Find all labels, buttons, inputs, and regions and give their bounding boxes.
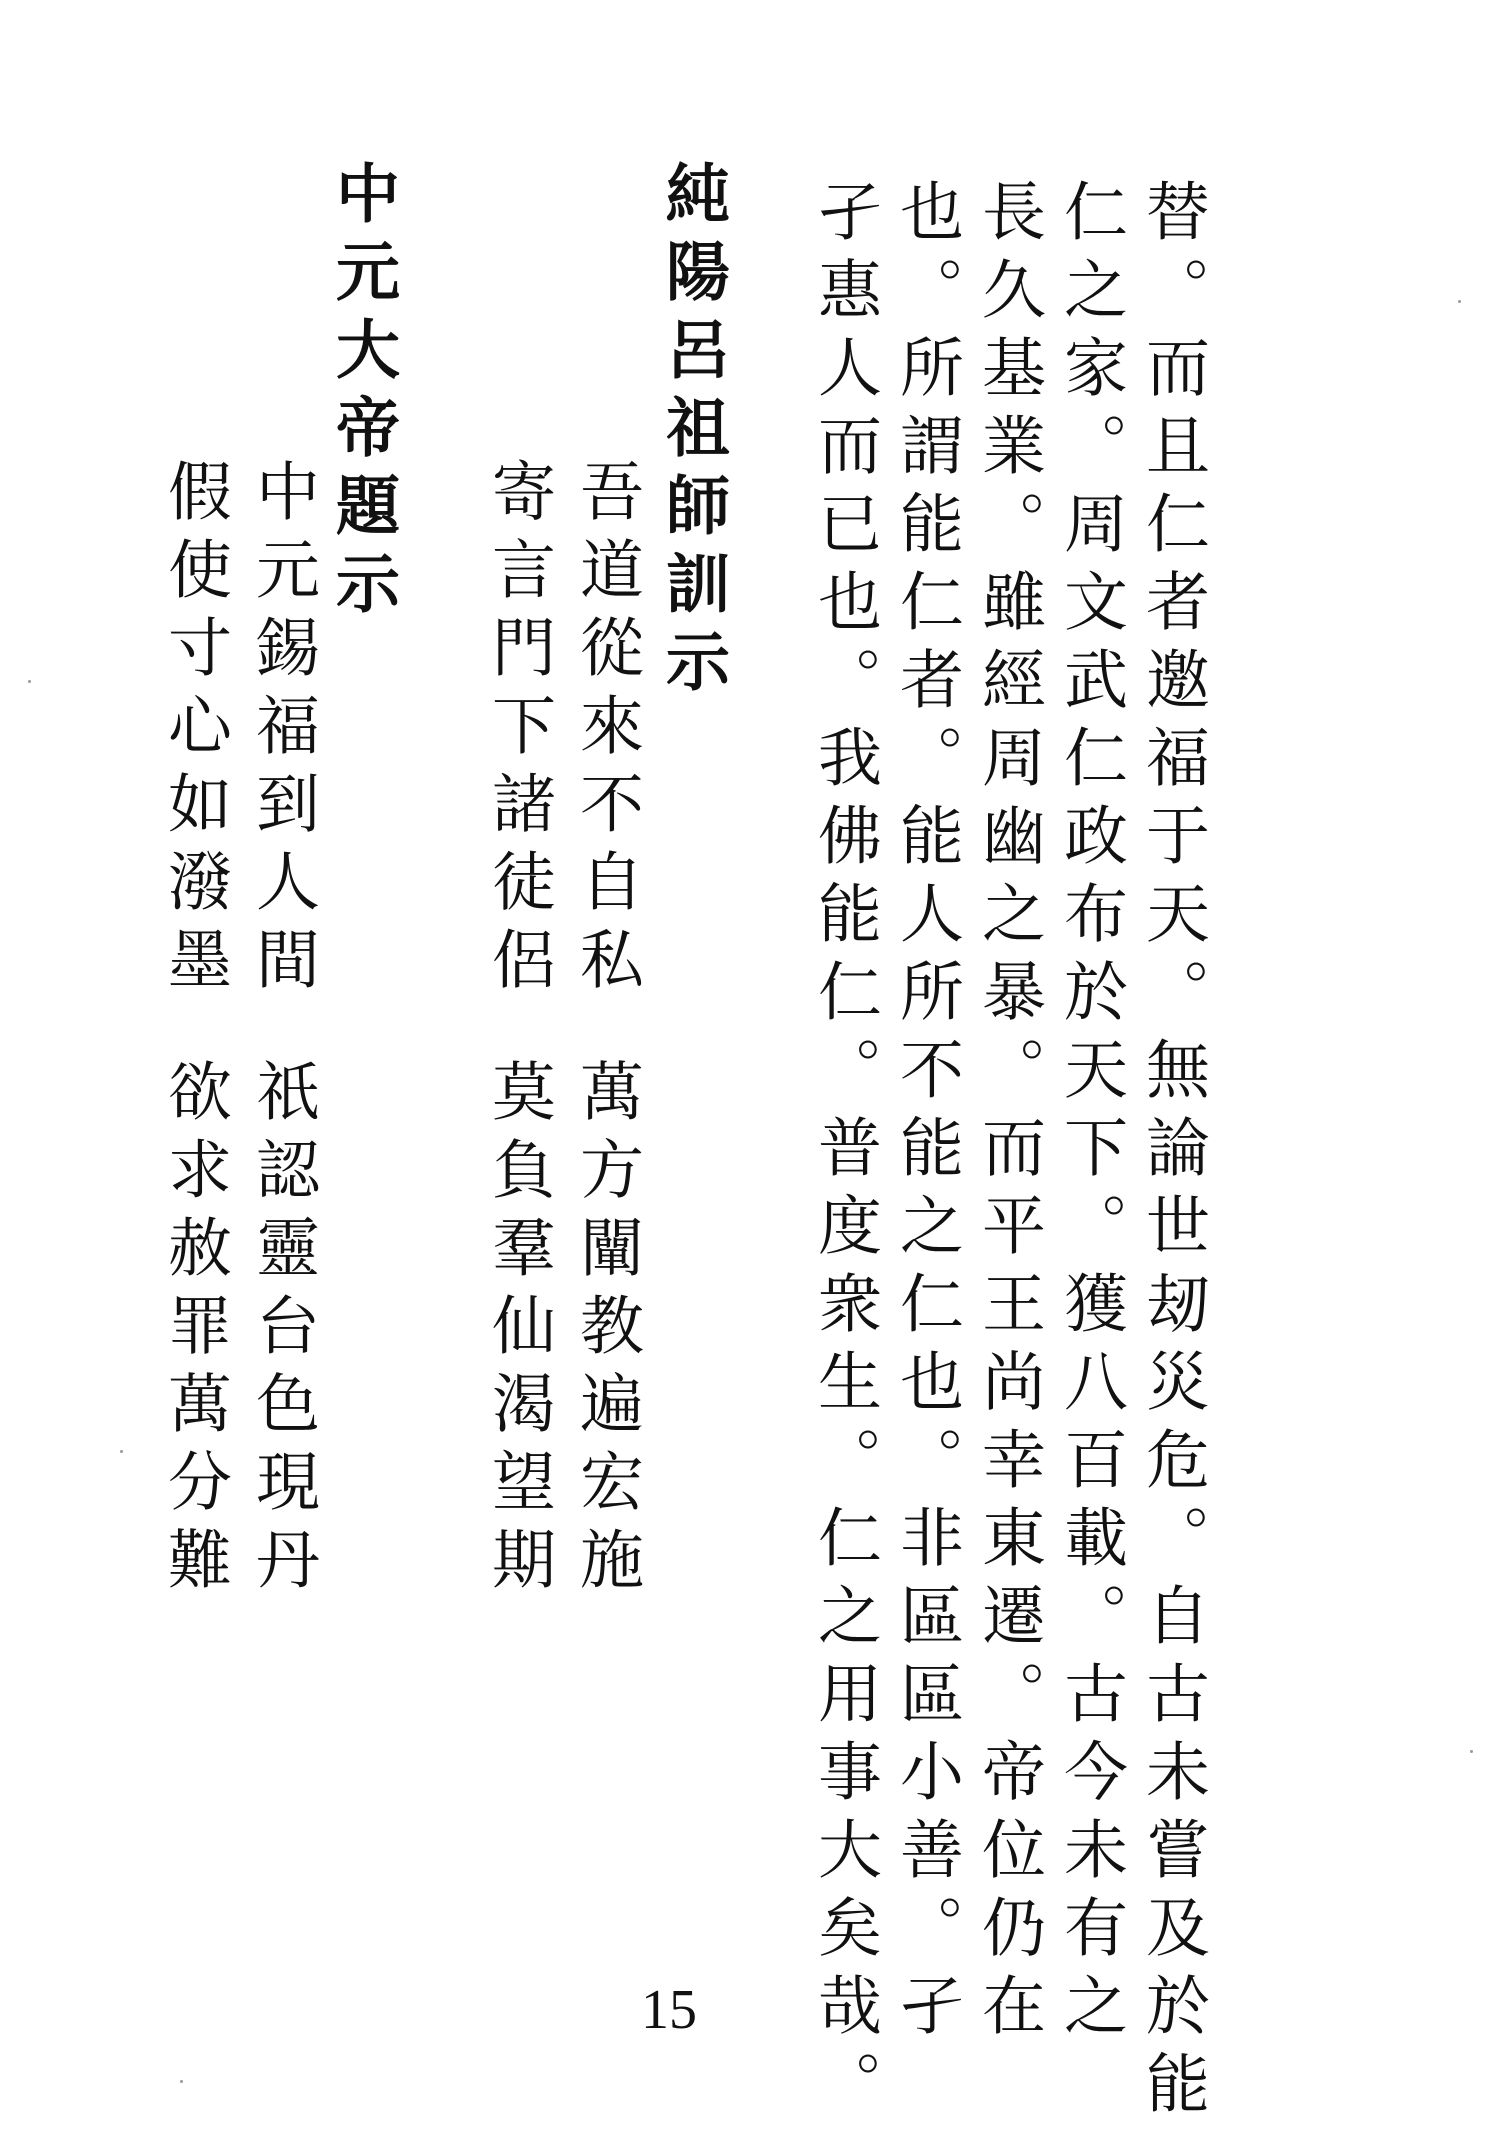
scan-speck	[1458, 300, 1461, 303]
lu-poem-line2-lower: 莫負羣仙渴望期	[481, 1058, 555, 1604]
prose-column-2: 仁之家。周文武仁政布於天下。獲八百載。古今未有之	[1053, 178, 1127, 2050]
lu-poem-line2-upper: 寄言門下諸徒侶	[481, 458, 555, 1004]
scan-speck	[28, 680, 31, 683]
lu-zushi-title: 純陽呂祖師訓示	[655, 160, 729, 706]
zhongyuan-poem-line2-lower: 欲求赦罪萬分難	[157, 1058, 231, 1604]
lu-poem-line1-upper: 吾道從來不自私	[569, 458, 643, 1004]
prose-column-4: 也。所謂能仁者。能人所不能之仁也。非區區小善。孑	[889, 178, 963, 2050]
scan-speck	[180, 2080, 183, 2083]
zhongyuan-title: 中元大帝題示	[325, 160, 399, 628]
scan-speck	[120, 1450, 123, 1453]
zhongyuan-poem-line1-upper: 中元錫福到人間	[245, 458, 319, 1004]
page-number: 15	[641, 1979, 697, 2041]
lu-poem-line1-lower: 萬方闡教遍宏施	[569, 1058, 643, 1604]
prose-column-3: 長久基業。雖經周幽之暴。而平王尚幸東遷。帝位仍在	[971, 178, 1045, 2050]
prose-column-5: 孑惠人而已也。我佛能仁。普度衆生。仁之用事大矣哉。	[807, 178, 881, 2128]
zhongyuan-poem-line1-lower: 祇認靈台色現丹	[245, 1058, 319, 1604]
scan-speck	[1470, 1750, 1473, 1753]
zhongyuan-poem-line2-upper: 假使寸心如潑墨	[157, 458, 231, 1004]
prose-column-1: 替。而且仁者邀福于天。無論世刼災危。自古未嘗及於能	[1135, 178, 1209, 2128]
